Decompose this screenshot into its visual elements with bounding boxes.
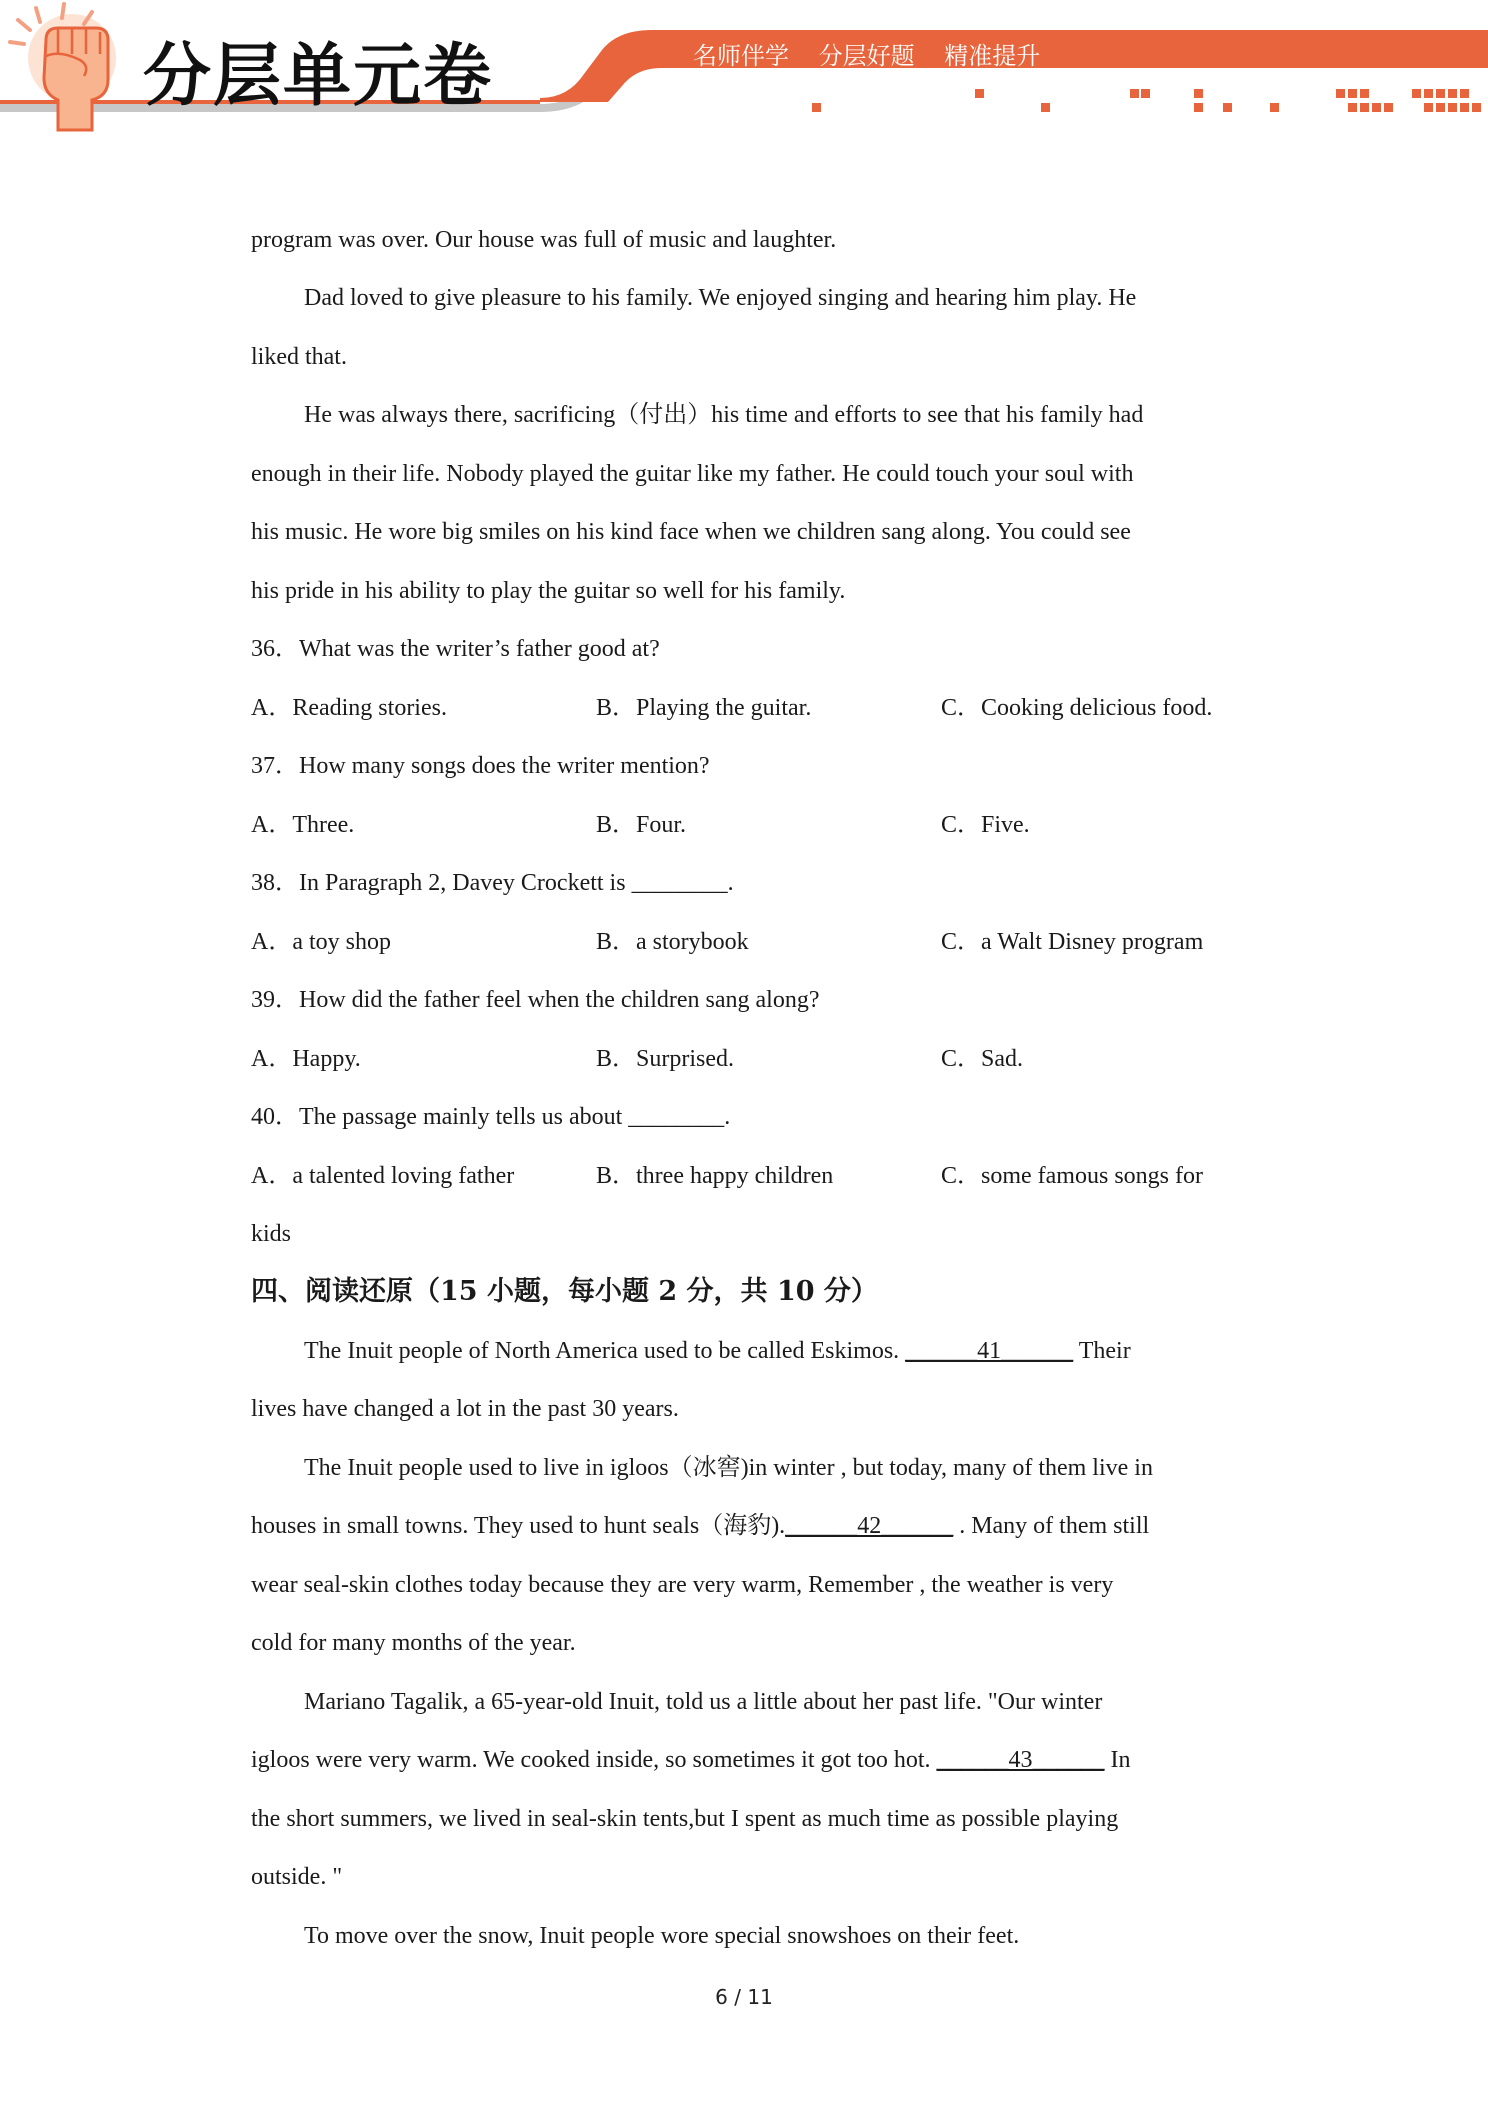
text: houses in small towns. They used to hunt seals（海豹). bbox=[251, 1513, 786, 1539]
option-c: C．some famous songs for bbox=[941, 1163, 1203, 1189]
passage-line: The Inuit people used to live in igloos（冰窖)in winter , but today, many of them live in bbox=[304, 1455, 1153, 1481]
option-a: A．Three. bbox=[251, 812, 355, 838]
option-a: A．a talented loving father bbox=[251, 1163, 515, 1189]
question-stem: 38．In Paragraph 2, Davey Crockett is ________. bbox=[251, 870, 734, 896]
passage-line: enough in their life. Nobody played the guitar like my father. He could touch your soul with bbox=[251, 461, 1134, 487]
passage-line: wear seal-skin clothes today because they are very warm, Remember , the weather is very bbox=[251, 1572, 1114, 1598]
text: The Inuit people of North America used to be called Eskimos. bbox=[304, 1338, 906, 1364]
question-stem: 36．What was the writer’s father good at? bbox=[251, 636, 660, 662]
question-stem: 37．How many songs does the writer mention? bbox=[251, 753, 710, 779]
passage-line: outside. " bbox=[251, 1864, 343, 1890]
blank-41: ______41______ bbox=[905, 1338, 1074, 1364]
decorative-dots bbox=[812, 89, 1481, 112]
blank-42: ______42______ bbox=[785, 1513, 954, 1539]
page-header bbox=[0, 0, 1488, 140]
text: In bbox=[1104, 1747, 1131, 1773]
option-c: C．a Walt Disney program bbox=[941, 929, 1204, 955]
text: Their bbox=[1073, 1338, 1131, 1364]
option-c: C．Five. bbox=[941, 812, 1030, 838]
passage-line bbox=[251, 1511, 1149, 1541]
header-slogan: 名师伴学 分层好题 精准提升 bbox=[693, 42, 1041, 70]
logo-title: 分层单元卷 bbox=[143, 37, 494, 116]
passage-line: To move over the snow, Inuit people wore special snowshoes on their feet. bbox=[304, 1923, 1020, 1949]
option-b: B．Surprised. bbox=[596, 1046, 734, 1072]
option-b: B．a storybook bbox=[596, 929, 749, 955]
passage-line: Mariano Tagalik, a 65-year-old Inuit, told us a little about her past life. "Our winter bbox=[304, 1689, 1103, 1715]
passage-line: He was always there, sacrificing（付出）his time and efforts to see that his family had bbox=[304, 402, 1144, 428]
option-a: A．Reading stories. bbox=[251, 695, 447, 721]
passage-line bbox=[304, 1336, 1131, 1366]
option-c: C．Sad. bbox=[941, 1046, 1024, 1072]
passage-line: his music. He wore big smiles on his kind face when we children sang along. You could see bbox=[251, 519, 1131, 545]
option-b: B．Four. bbox=[596, 812, 687, 838]
passage-line: liked that. bbox=[251, 344, 347, 370]
passage-line: Dad loved to give pleasure to his family. We enjoyed singing and hearing him play. He bbox=[304, 285, 1137, 311]
passage-line: the short summers, we lived in seal-skin tents,but I spent as much time as possible playing bbox=[251, 1806, 1119, 1832]
passage-line bbox=[251, 1745, 1131, 1775]
page-number: 6 / 11 bbox=[715, 1985, 773, 2009]
passage-line: program was over. Our house was full of music and laughter. bbox=[251, 227, 837, 253]
section-title: 四、阅读还原（15 小题，每小题 2 分，共 10 分） bbox=[251, 1276, 878, 1307]
option-c: C．Cooking delicious food. bbox=[941, 695, 1213, 721]
option-a: A．a toy shop bbox=[251, 929, 391, 955]
passage-line: cold for many months of the year. bbox=[251, 1630, 576, 1656]
passage-line: his pride in his ability to play the guitar so well for his family. bbox=[251, 578, 846, 604]
option-b: B．Playing the guitar. bbox=[596, 695, 812, 721]
option-b: B．three happy children bbox=[596, 1163, 834, 1189]
text: . Many of them still bbox=[953, 1513, 1150, 1539]
question-stem: 39．How did the father feel when the children sang along? bbox=[251, 987, 820, 1013]
question-stem: 40．The passage mainly tells us about ________. bbox=[251, 1104, 731, 1130]
option-c-continuation: kids bbox=[251, 1221, 292, 1247]
text: igloos were very warm. We cooked inside, so sometimes it got too hot. bbox=[251, 1747, 937, 1773]
option-a: A．Happy. bbox=[251, 1046, 361, 1072]
passage-line: lives have changed a lot in the past 30 years. bbox=[251, 1396, 679, 1422]
blank-43: ______43______ bbox=[936, 1747, 1105, 1773]
